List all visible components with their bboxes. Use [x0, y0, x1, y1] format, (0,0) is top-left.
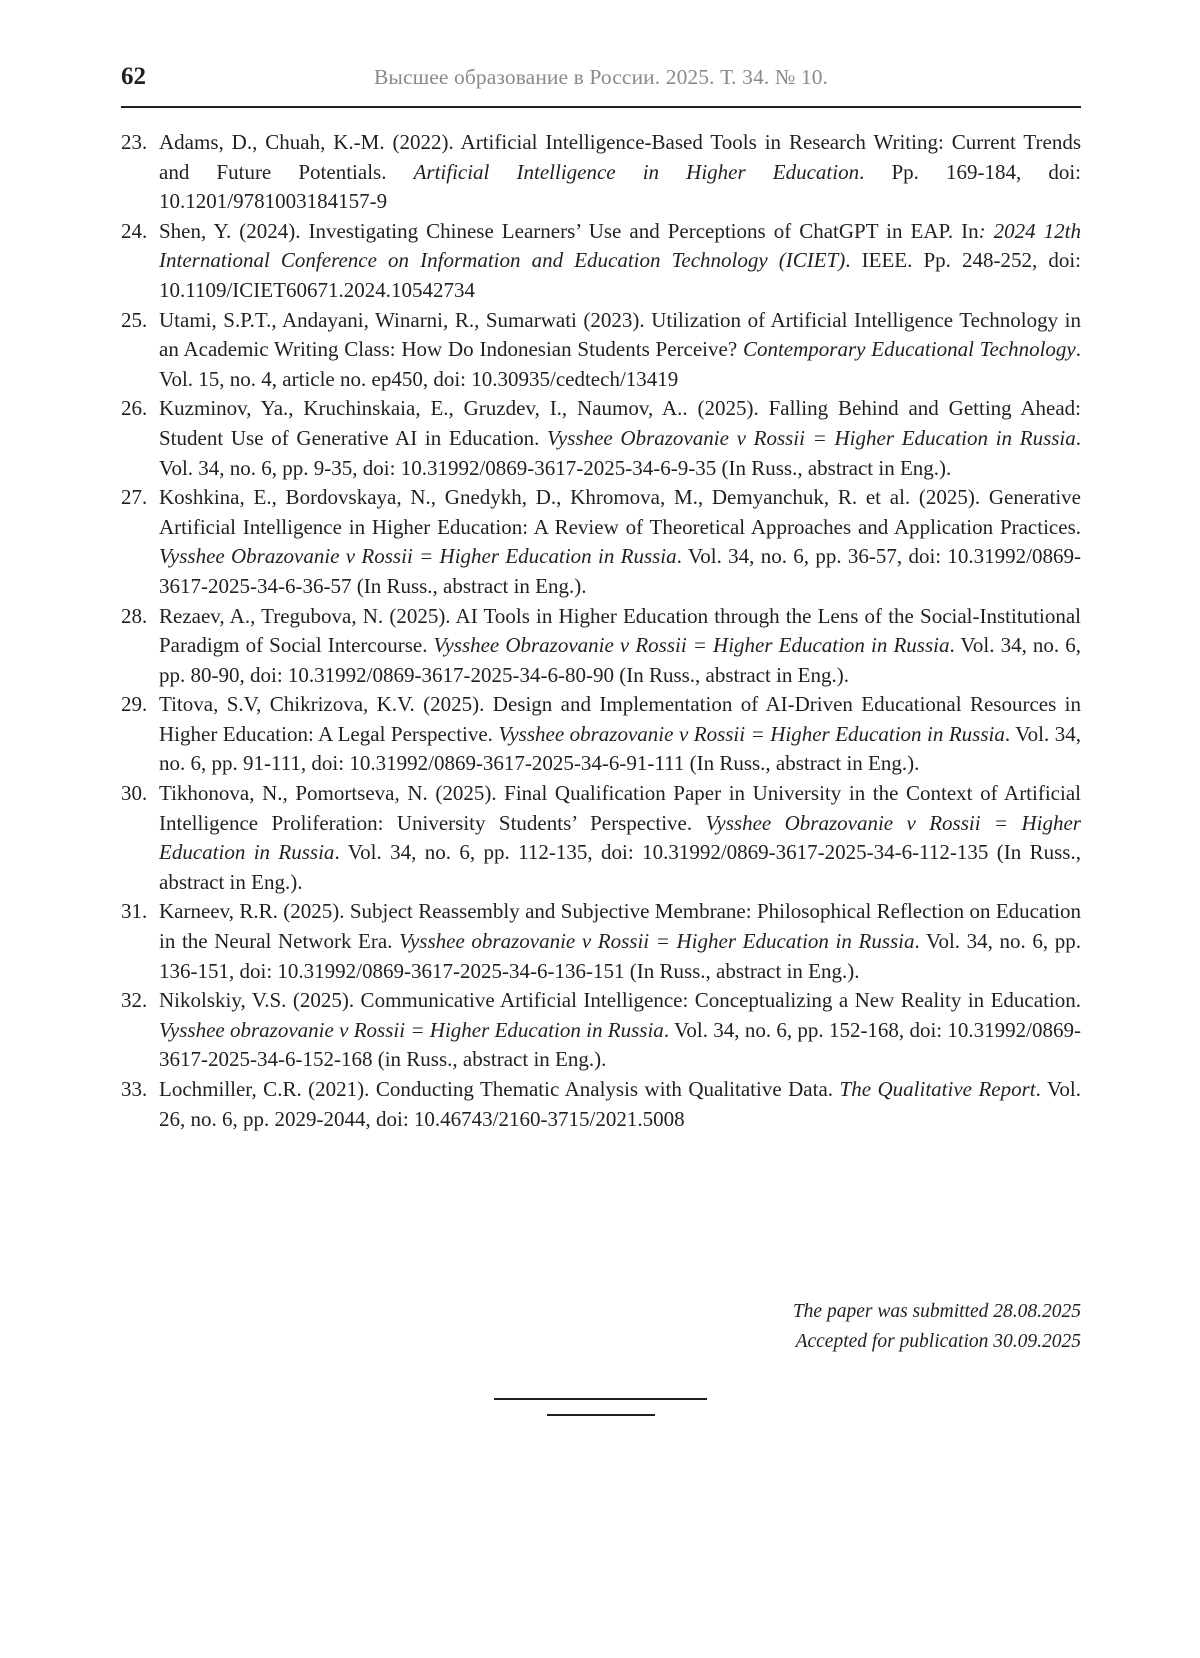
reference-number: 27.	[121, 485, 148, 510]
reference-item	[121, 897, 1081, 986]
accepted-date: Accepted for publication 30.09.2025	[795, 1331, 1081, 1352]
reference-item	[121, 602, 1081, 691]
reference-source-title: Vysshee Obrazovanie v Rossii = Higher Education in Russia	[159, 544, 677, 569]
reference-source-title: Vysshee Obrazovanie v Rossii = Higher Education in Russia	[159, 810, 1081, 865]
reference-text	[159, 1077, 1081, 1131]
reference-number: 25.	[121, 307, 148, 332]
reference-text	[159, 219, 1081, 302]
reference-number: 24.	[121, 218, 148, 243]
reference-number: 30.	[121, 781, 148, 806]
reference-number: 26.	[121, 396, 148, 421]
reference-text-segment: Nikolskiy, V.S. (2025). Communicative Artificial Intelligence: Conceptualizing a New Reality in Education.	[159, 988, 1081, 1013]
reference-source-title: Vysshee obrazovanie v Rossii = Higher Education in Russia	[159, 1017, 664, 1042]
reference-number: 31.	[121, 899, 148, 924]
reference-source-title: Contemporary Educational Technology	[742, 337, 1076, 362]
reference-text-segment: Tikhonova, N., Pomortseva, N. (2025). Final Qualification Paper in University in the Context of Artificial Intelligence Proliferation: University Students’ Perspective.	[159, 781, 1081, 835]
reference-item	[121, 779, 1081, 897]
reference-list	[121, 128, 1081, 1134]
reference-text	[159, 308, 1081, 391]
reference-text-segment: . Vol. 15, no. 4, article no. ep450, doi: 10.30935/cedtech/13419	[159, 337, 1082, 391]
reference-item	[121, 306, 1081, 395]
reference-text	[159, 396, 1081, 479]
reference-number: 33.	[121, 1077, 148, 1101]
reference-text-segment: Utami, S.P.T., Andayani, Winarni, R., Sumarwati (2023). Utilization of Artificial Intelligence Technology in an Academic Writing Class: How Do Indonesian Students Perceive?	[159, 307, 1081, 362]
end-rule-short	[547, 1414, 655, 1416]
reference-source-title: The Qualitative Report	[839, 1077, 1036, 1101]
page-number: 62	[121, 63, 146, 90]
reference-text-segment: . Pp. 169-184, doi: 10.1201/9781003184157-9	[159, 159, 1082, 214]
reference-source-title: Vysshee obrazovanie v Rossii = Higher Education in Russia	[399, 929, 915, 954]
reference-number: 32.	[121, 988, 148, 1013]
submission-dates	[793, 1297, 1081, 1357]
reference-item	[121, 1075, 1081, 1134]
reference-number: 29.	[121, 692, 148, 717]
reference-source-title: Artificial Intelligence in Higher Education	[413, 159, 860, 184]
reference-text	[159, 781, 1081, 894]
reference-text	[159, 130, 1081, 213]
reference-text-segment: Rezaev, A., Tregubova, N. (2025). AI Tools in Higher Education through the Lens of the Social-Institutional Paradigm of Social Intercourse.	[159, 603, 1081, 658]
reference-text	[159, 604, 1081, 687]
reference-text-segment: Koshkina, E., Bordovskaya, N., Gnedykh, D., Khromova, M., Demyanchuk, R. et al. (2025). Generative Artificial Intelligence in Higher Education: A Review of Theoretical Approaches and Application Practices.	[159, 485, 1081, 539]
reference-item	[121, 690, 1081, 779]
reference-text-segment: . Vol. 34, no. 6, pp. 91-111, doi: 10.31992/0869-3617-2025-34-6-91-111 (In Russ., abstract in Eng.).	[159, 721, 1081, 776]
reference-text-segment: . IEEE. Pp. 248-252, doi: 10.1109/ICIET60671.2024.10542734	[159, 248, 1081, 302]
reference-number: 28.	[121, 603, 148, 628]
reference-text-segment: . Vol. 34, no. 6, pp. 9-35, doi: 10.31992/0869-3617-2025-34-6-9-35 (In Russ., abstract in Eng.).	[159, 425, 1081, 480]
reference-item	[121, 394, 1081, 483]
reference-item	[121, 483, 1081, 601]
reference-text-segment: . Vol. 34, no. 6, pp. 152-168, doi: 10.31992/0869-3617-2025-34-6-152-168 (in Russ., abstract in Eng.).	[159, 1017, 1082, 1072]
reference-text-segment: . Vol. 34, no. 6, pp. 112-135, doi: 10.31992/0869-3617-2025-34-6-112-135 (In Russ., abstract in Eng.).	[159, 840, 1081, 894]
reference-text	[159, 899, 1081, 982]
reference-source-title: Vysshee Obrazovanie v Rossii = Higher Education in Russia	[547, 425, 1076, 450]
reference-source-title: Vysshee Obrazovanie v Rossii = Higher Education in Russia	[433, 633, 950, 658]
reference-text-segment: Lochmiller, C.R. (2021). Conducting Thematic Analysis with Qualitative Data.	[159, 1077, 840, 1101]
reference-text-segment: Karneev, R.R. (2025). Subject Reassembly and Subjective Membrane: Philosophical Reflection on Education in the Neural Network Era.	[159, 899, 1081, 954]
reference-text-segment: Titova, S.V, Chikrizova, K.V. (2025). Design and Implementation of AI-Driven Educational Resources in Higher Education: A Legal Perspective.	[159, 692, 1081, 746]
reference-text-segment: Adams, D., Chuah, K.-M. (2022). Artificial Intelligence-Based Tools in Research Writing: Current Trends and Future Potentials.	[159, 130, 1081, 184]
reference-text-segment: Kuzminov, Ya., Kruchinskaia, E., Gruzdev, I., Naumov, A.. (2025). Falling Behind and Getting Ahead: Student Use of Generative AI in Education.	[159, 396, 1081, 450]
reference-number: 23.	[121, 130, 148, 154]
reference-text-segment: . Vol. 26, no. 6, pp. 2029-2044, doi: 10.46743/2160-3715/2021.5008	[159, 1077, 1081, 1131]
reference-source-title: Vysshee obrazovanie v Rossii = Higher Education in Russia	[498, 721, 1005, 746]
reference-text	[159, 988, 1081, 1071]
reference-source-title: : 2024 12th International Conference on Information and Education Technology (ICIET)	[159, 218, 1081, 273]
reference-item	[121, 986, 1081, 1075]
reference-item	[121, 128, 1081, 217]
reference-item	[121, 217, 1081, 306]
reference-text	[159, 485, 1081, 598]
end-rule-long	[494, 1398, 707, 1400]
reference-text-segment: . Vol. 34, no. 6, pp. 36-57, doi: 10.31992/0869-3617-2025-34-6-36-57 (In Russ., abstract in Eng.).	[159, 544, 1081, 598]
submitted-date: The paper was submitted 28.08.2025	[792, 1301, 1081, 1322]
reference-text-segment: . Vol. 34, no. 6, pp. 80-90, doi: 10.31992/0869-3617-2025-34-6-80-90 (In Russ., abstract in Eng.).	[159, 633, 1081, 687]
reference-text-segment: Shen, Y. (2024). Investigating Chinese Learners’ Use and Perceptions of ChatGPT in EAP. In	[159, 218, 979, 243]
reference-text-segment: . Vol. 34, no. 6, pp. 136-151, doi: 10.31992/0869-3617-2025-34-6-136-151 (In Russ., abstract in Eng.).	[159, 929, 1082, 983]
reference-text	[159, 692, 1081, 775]
page-header	[121, 58, 1081, 108]
running-title: Высшее образование в России. 2025. Т. 34. № 10.	[373, 65, 829, 89]
